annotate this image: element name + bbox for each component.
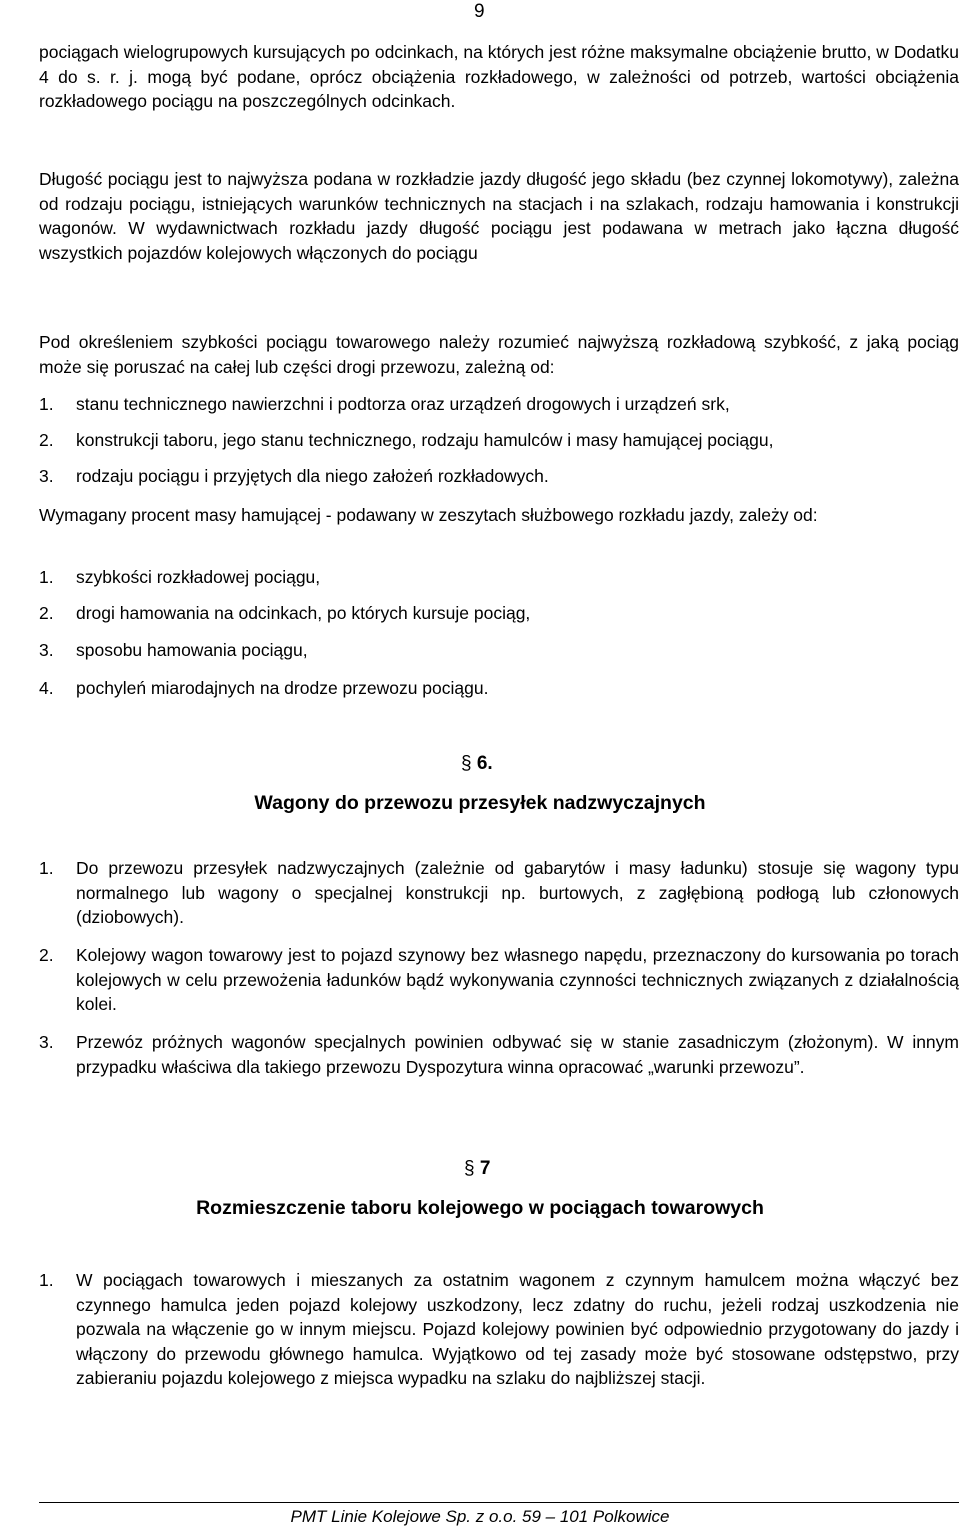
section-number: 7 [479, 1158, 491, 1179]
section-6-marker [461, 752, 493, 776]
list-text: Kolejowy wagon towarowy jest to pojazd szynowy bez własnego napędu, przeznaczony do kursowania po torach kolejowych w celu przewożenia ładunków bądź wykonywania czynności technicznych związanych z działalnością kolei. [76, 945, 959, 1014]
page-number: 9 [474, 1, 485, 22]
list-item [39, 464, 959, 489]
section-6-title: Wagony do przewozu przesyłek nadzwyczajnych [254, 792, 706, 814]
intro-paragraph: pociągach wielogrupowych kursujących po odcinkach, na których jest różne maksymalne obciążenie brutto, w Dodatku 4 do s. r. j. mogą być podane, oprócz obciążenia rozkładowego, w zależności od potrzeb, wartości obciążenia rozkładowego pociągu na poszczególnych odcinkach. [39, 42, 959, 111]
list-text: W pociągach towarowych i mieszanych za ostatnim wagonem z czynnym hamulcem można włączyć bez czynnego hamulca jeden pojazd kolejowy uszkodzony, lecz zdatny do ruchu, jeżeli rodzaj uszkodzenia nie pozwala na włączenie go w innym miejscu. Pojazd kolejowy powinien być odpowiednio przygotowany do jazdy i włączony do przewodu głównego hamulca. Wyjątkowo od tej zasady może być stosowane odstępstwo, przy zabieraniu pojazdu kolejowego z miejsca wypadku na szlaku do najbliższej stacji. [76, 1270, 959, 1388]
list-item [39, 1268, 959, 1391]
section-7-marker [464, 1157, 490, 1181]
list-text: sposobu hamowania pociągu, [76, 640, 308, 660]
train-length-paragraph: Długość pociągu jest to najwyższa podana w rozkładzie jazdy długość jego składu (bez czynnej lokomotywy), zależna od rodzaju pociągu, istniejących warunków technicznych na stacjach i na szlakach, rodzaju hamowania i konstrukcji wagonów. W wydawnictwach rozkładu jazdy długość pociągu jest podawana w metrach jako łączna długość wszystkich pojazdów kolejowych włączonych do pociągu [39, 169, 959, 263]
section-symbol: § [461, 753, 472, 774]
section-7-title: Rozmieszczenie taboru kolejowego w pociągach towarowych [196, 1197, 764, 1219]
list-text: konstrukcji taboru, jego stanu technicznego, rodzaju hamulców i masy hamującej pociągu, [76, 430, 774, 450]
list-number: 1. [39, 858, 54, 878]
list-text: stanu technicznego nawierzchni i podtorza oraz urządzeń drogowych i urządzeń srk, [76, 394, 730, 414]
list-item [39, 565, 959, 590]
list-item [39, 943, 959, 1017]
train-speed-paragraph: Pod określeniem szybkości pociągu towarowego należy rozumieć najwyższą rozkładową szybkość, z jaką pociąg może się poruszać na całej lub części drogi przewozu, zależną od: [39, 332, 959, 377]
section-number: 6. [476, 753, 493, 774]
page-footer: PMT Linie Kolejowe Sp. z o.o. 59 – 101 Polkowice [290, 1507, 670, 1526]
list-item [39, 428, 959, 453]
list-item [39, 392, 959, 417]
list-text: rodzaju pociągu i przyjętych dla niego założeń rozkładowych. [76, 466, 549, 486]
list-number: 1. [39, 394, 54, 414]
list-text: Przewóz próżnych wagonów specjalnych powinien odbywać się w stanie zasadniczym (złożonym). W innym przypadku właściwa dla takiego przewozu Dyspozytura winna opracować „warunki przewozu”. [76, 1032, 959, 1077]
list-number: 1. [39, 567, 54, 587]
list-item [39, 1030, 959, 1079]
list-number: 3. [39, 1032, 54, 1052]
list-number: 2. [39, 945, 54, 965]
list-text: pochyleń miarodajnych na drodze przewozu pociągu. [76, 678, 489, 698]
brake-mass-paragraph: Wymagany procent masy hamującej - podawany w zeszytach służbowego rozkładu jazdy, zależy od: [39, 505, 818, 525]
footer-divider [39, 1502, 959, 1503]
list-number: 1. [39, 1270, 54, 1290]
list-item [39, 638, 959, 663]
list-number: 4. [39, 678, 54, 698]
list-number: 3. [39, 466, 54, 486]
list-text: Do przewozu przesyłek nadzwyczajnych (zależnie od gabarytów i masy ładunku) stosuje się wagony typu normalnego lub wagony o specjalnej konstrukcji np. burtowych, z zagłębioną podłogą lub członowych (dziobowych). [76, 858, 959, 927]
list-text: drogi hamowania na odcinkach, po których kursuje pociąg, [76, 603, 531, 623]
list-item [39, 676, 959, 701]
list-item [39, 601, 959, 626]
list-number: 2. [39, 430, 54, 450]
list-number: 3. [39, 640, 54, 660]
section-symbol: § [464, 1158, 475, 1179]
list-item [39, 856, 959, 930]
list-number: 2. [39, 603, 54, 623]
list-text: szybkości rozkładowej pociągu, [76, 567, 321, 587]
